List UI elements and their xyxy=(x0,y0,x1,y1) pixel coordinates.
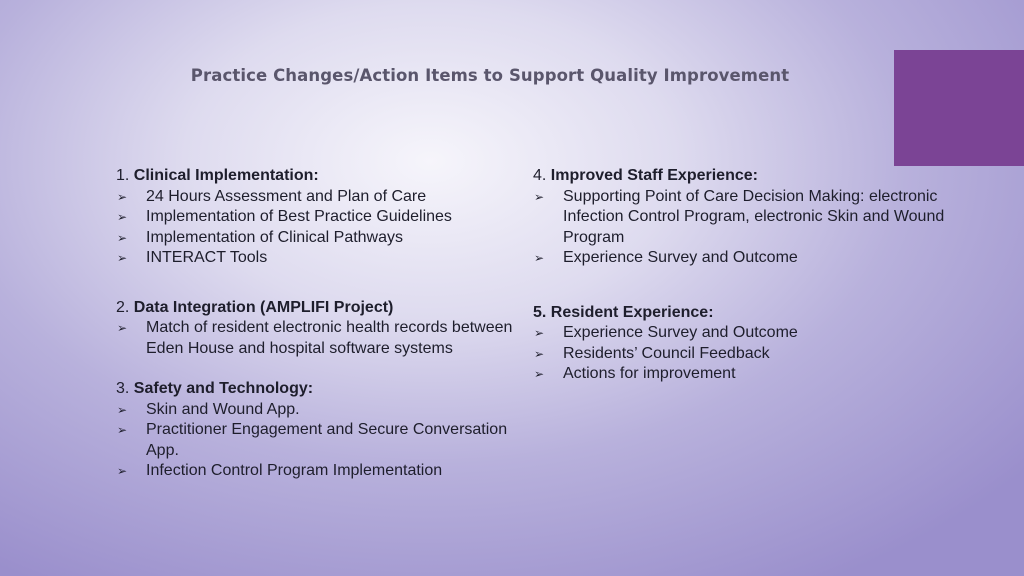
arrow-bullet-icon: ➢ xyxy=(117,402,128,417)
list-item-text: Supporting Point of Care Decision Making: electronic Infection Control Program, electronic Skin and Wound Program xyxy=(563,187,945,246)
section-heading xyxy=(533,166,973,187)
list-item xyxy=(116,461,516,482)
left-column xyxy=(116,166,516,482)
arrow-bullet-icon: ➢ xyxy=(117,210,128,224)
list-item-text: Experience Survey and Outcome xyxy=(563,324,798,341)
list-item-text: Residents’ Council Feedback xyxy=(563,344,770,362)
list-item xyxy=(116,400,516,421)
arrow-bullet-icon: ➢ xyxy=(117,251,128,265)
list-item xyxy=(116,420,516,461)
list-item-text: Match of resident electronic health records between Eden House and hospital software systems xyxy=(146,319,513,357)
arrow-bullet-icon: ➢ xyxy=(117,230,128,245)
list-item xyxy=(116,187,516,208)
list-item-text: Infection Control Program Implementation xyxy=(146,462,443,479)
section-number: 3. xyxy=(116,380,130,397)
right-column xyxy=(533,166,973,385)
arrow-bullet-icon: ➢ xyxy=(534,367,545,381)
section-number: 2. xyxy=(116,298,130,316)
section-title: Clinical Implementation: xyxy=(133,167,319,184)
section-clinical-implementation xyxy=(116,166,516,269)
list-item-text: Implementation of Clinical Pathways xyxy=(146,228,404,246)
list-item xyxy=(533,323,973,344)
list-item-text: Implementation of Best Practice Guidelines xyxy=(146,208,452,225)
list-item-text: Actions for improvement xyxy=(563,365,736,382)
section-title: Safety and Technology: xyxy=(133,380,314,397)
list-item xyxy=(533,344,973,365)
arrow-bullet-icon: ➢ xyxy=(534,189,545,204)
accent-rectangle xyxy=(894,50,1024,166)
arrow-bullet-icon: ➢ xyxy=(534,326,545,340)
arrow-bullet-icon: ➢ xyxy=(117,423,128,437)
list-item xyxy=(116,228,516,249)
section-safety-technology xyxy=(116,379,516,482)
section-title: Data Integration (AMPLIFI Project) xyxy=(133,298,394,316)
section-heading xyxy=(116,379,516,400)
list-item-text: Skin and Wound App. xyxy=(146,400,300,418)
list-item xyxy=(533,248,973,269)
list-item xyxy=(116,248,516,269)
section-heading xyxy=(116,166,516,187)
bullet-list xyxy=(116,318,516,359)
bullet-list xyxy=(116,400,516,482)
list-item-text: Experience Survey and Outcome xyxy=(563,249,798,266)
list-item-text: Practitioner Engagement and Secure Conversation App. xyxy=(146,421,508,459)
section-heading xyxy=(116,298,516,319)
arrow-bullet-icon: ➢ xyxy=(117,189,128,204)
list-item xyxy=(533,187,973,249)
arrow-bullet-icon: ➢ xyxy=(117,321,128,335)
list-item-text: 24 Hours Assessment and Plan of Care xyxy=(146,187,427,205)
list-item xyxy=(116,207,516,228)
arrow-bullet-icon: ➢ xyxy=(534,251,545,265)
section-number: 4. xyxy=(533,167,547,184)
section-number: 1. xyxy=(116,167,130,184)
bullet-list xyxy=(533,187,973,269)
section-staff-experience xyxy=(533,166,973,269)
list-item xyxy=(533,364,973,385)
slide-title: Practice Changes/Action Items to Support Quality Improvement xyxy=(190,66,790,85)
arrow-bullet-icon: ➢ xyxy=(117,464,128,478)
bullet-list xyxy=(533,323,973,385)
list-item xyxy=(116,318,516,359)
list-item-text: INTERACT Tools xyxy=(146,249,268,266)
section-resident-experience xyxy=(533,303,973,385)
arrow-bullet-icon: ➢ xyxy=(534,346,545,361)
section-heading xyxy=(533,303,973,324)
section-data-integration xyxy=(116,298,516,360)
section-title: 5. Resident Experience: xyxy=(533,303,714,321)
bullet-list xyxy=(116,187,516,269)
section-title: Improved Staff Experience: xyxy=(550,167,758,184)
